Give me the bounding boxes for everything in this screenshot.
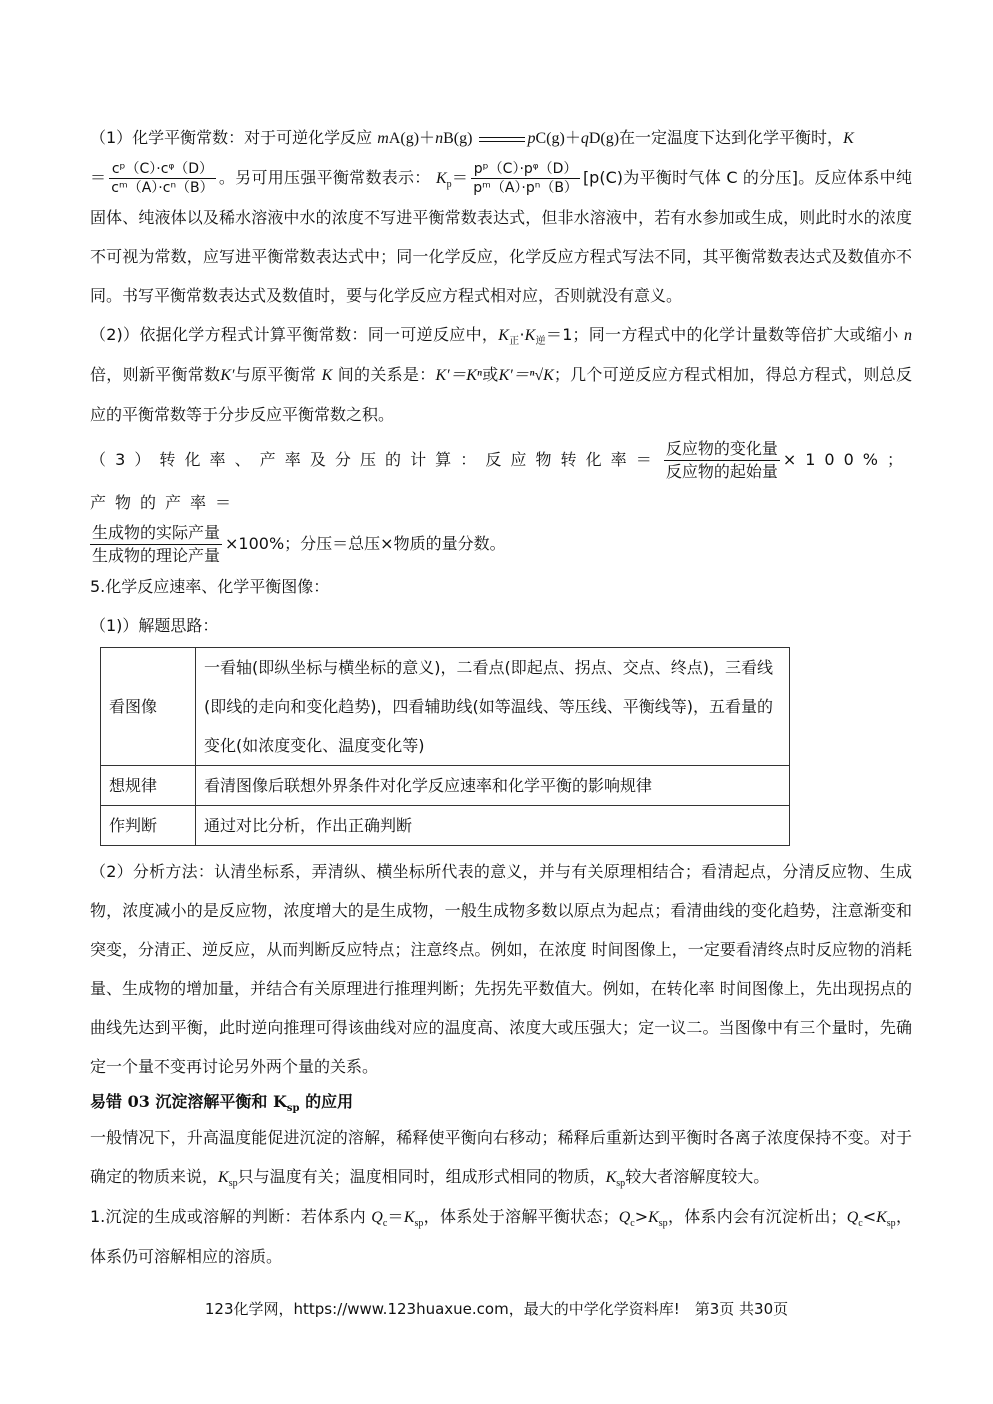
coef-n: n [435,130,444,147]
page-content [90,118,912,1276]
table-cell-body: 通过对比分析，作出正确判断 [196,806,790,846]
text: 一般情况下，升高温度能促进沉淀的溶解，稀释使平衡向右移动；稀释后重新达到平衡时各离子浓度保持不变。对于确定的物质来说， [90,1128,912,1186]
text: 与原平衡常 [234,365,317,384]
symbol-q: Q [371,1209,383,1226]
fraction-numerator: 反应物的变化量 [664,438,780,461]
text: 只与温度有关；温度相同时，组成形式相同的物质， [237,1167,606,1186]
subscript: sp [886,1218,896,1230]
symbol-k: K [524,327,536,344]
fraction-denominator: pᵐ（A）·pⁿ（B） [473,180,578,196]
symbol-n: n [904,327,913,344]
table-cell-body: 一看轴(即纵坐标与横坐标的意义)，二看点(即起点、拐点、交点、终点)，三看线(即线的走向和变化趋势)，四看辅助线(如等温线、等压线、平衡线等)，五看量的变化(如浓度变化、温度变化等) [196,648,790,766]
text: 较大者溶解度较大。 [625,1167,770,1186]
fraction-numerator: pᵖ（C）·pᵠ（D） [471,160,580,179]
heading-text: 的应用 [299,1092,354,1111]
paragraph-equilibrium-constant [90,118,912,315]
text: 间的关系是： [337,365,436,384]
fraction-numerator: cᵖ（C）·cᵠ（D） [109,160,215,179]
equilibrium-arrow-icon [479,134,525,144]
subscript: c [858,1218,863,1230]
coef-q: q [580,130,589,147]
heading-text: 易错 03 沉淀溶解平衡和 K [90,1092,287,1111]
subsection-title: （1)）解题思路： [90,616,219,635]
fraction-denominator: cᵐ（A）·cⁿ（B） [111,180,214,196]
relation: > [634,1207,649,1226]
symbol-k-prime: K′ [220,367,235,384]
symbol-k: K [605,1169,617,1186]
text: ；几个可逆反应方程式相加，得总方程式，则总反应的平衡常数等于分步反应平衡常数之积。 [90,365,912,424]
paragraph-calc-constant [90,315,912,434]
text: ，体系内会有沉淀析出； [667,1207,847,1226]
symbol-k: K [876,1209,887,1226]
text: （2)）依据化学方程式计算平衡常数：同一可逆反应中， [90,325,499,344]
text: 倍，则新平衡常数 [90,365,221,384]
paragraph-conversion-rate [90,438,912,567]
relation: ＝ [387,1207,404,1226]
dot: · [519,325,525,344]
symbol-k: K [498,327,509,344]
subscript: sp [616,1178,626,1190]
table-row [101,806,790,846]
subscript: sp [414,1218,424,1230]
fraction-denominator: 反应物的起始量 [665,462,778,481]
fraction-numerator: 生成物的实际产量 [90,522,222,545]
symbol-q: Q [618,1209,631,1226]
text: ，体系仍可溶解相应的溶质。 [90,1207,912,1266]
text: 1.沉淀的生成或溶解的判断：若体系内 [90,1207,372,1226]
subscript: 逆 [535,336,546,348]
k-expression-fraction [109,160,215,197]
subscript: 正 [508,336,520,348]
symbol-kp: K [435,170,447,187]
text: ＝1；同一方程式中的化学计量数等倍扩大或缩小 [545,325,899,344]
text: ×100%；分压＝总压×物质的量分数。 [225,534,506,553]
subscript: c [630,1218,635,1230]
kp-expression-fraction [471,160,580,197]
product-c: C(g)＋ [535,130,581,147]
symbol-k: K [321,367,333,384]
fraction-denominator: 生成物的理论产量 [92,546,221,565]
subscript: sp [658,1218,668,1230]
subscript: p [446,179,452,191]
reactant-a: A(g)＋ [388,130,436,147]
table-row [101,766,790,806]
text: ，体系处于溶解平衡状态； [423,1207,619,1226]
text: [p(C)为平衡时气体 C 的分压]。反应体系中纯固体、纯液体以及稀水溶液中水的浓度不写进平衡常数表达式，但非水溶液中，若有水参加或生成，则此时水的浓度不可视为常数，应写进平衡常数表达式中；同一化学反应，化学反应方程式写法不同，其平衡常数表达式及数值亦不同。书写平衡常数表达式及数值时，要与化学反应方程式相对应，否则就没有意义。 [90,168,912,305]
symbol-k: K [403,1209,415,1226]
paragraph-precipitation-judgement [90,1197,912,1276]
text: 在一定温度下达到化学平衡时， [619,128,844,147]
table-cell-head: 看图像 [101,648,196,766]
text: ×100%；产物的产率＝ [90,450,912,512]
subscript: sp [286,1103,300,1115]
symbol-q: Q [846,1209,859,1226]
page-footer: 123化学网，https://www.123huaxue.com，最大的中学化学资料库! 第3页 共30页 [204,1300,789,1318]
table-cell-body: 看清图像后联想外界条件对化学反应速率和化学平衡的影响规律 [196,766,790,806]
text: （1）化学平衡常数：对于可逆化学反应 [90,128,373,147]
yield-fraction [90,522,222,567]
section-title: 5.化学反应速率、化学平衡图像： [90,577,330,596]
table-cell-head: 作判断 [101,806,196,846]
symbol-k: K [218,1169,229,1186]
product-d: D(g) [588,130,620,147]
equals-sign: ＝ [451,168,469,187]
subscript: c [382,1218,388,1230]
section-heading [90,1086,912,1118]
paragraph-solubility [90,1118,912,1197]
symbol-k: K [843,130,854,147]
text: 。另可用压强平衡常数表示： [218,168,431,187]
table-cell-head: 想规律 [101,766,196,806]
conversion-fraction [664,438,780,483]
coef-p: p [527,130,536,147]
relation: < [862,1207,877,1226]
equals-sign: ＝ [90,168,107,187]
text: 或 [481,365,499,384]
subscript: sp [228,1178,238,1190]
paragraph-analysis-method: （2）分析方法：认清坐标系，弄清纵、横坐标所代表的意义，并与有关原理相结合；看清起点，分清反应物、生成物，浓度减小的是反应物，浓度增大的是生成物，一般生成物多数以原点为起点；看清曲线的变化趋势，注意渐变和突变，分清正、逆反应，从而判断反应特点；注意终点。例如，在浓度 时间图像上，一定要看清终点时反应物的消耗量、生成物的增加量，并结合有关原理进行推理判断；先拐先平数值大。例如，在转化率 时间图像上，先出现拐点的曲线先达到平衡，此时逆向推理可得该曲线对应的温度高、浓度大或压强大；定一议二。当图像中有三个量时，先确定一个量不变再讨论另外两个量的关系。 [90,862,912,1076]
table-row [101,648,790,766]
steps-table [100,647,790,846]
symbol-k: K [648,1209,659,1226]
relation-power: K′＝Kⁿ [435,367,482,384]
reactant-b: B(g) [443,130,473,147]
relation-root: K′＝ⁿ√K [498,367,554,384]
text: （3）转化率、产率及分压的计算：反应物转化率＝ [90,450,661,469]
coef-m: m [377,130,389,147]
